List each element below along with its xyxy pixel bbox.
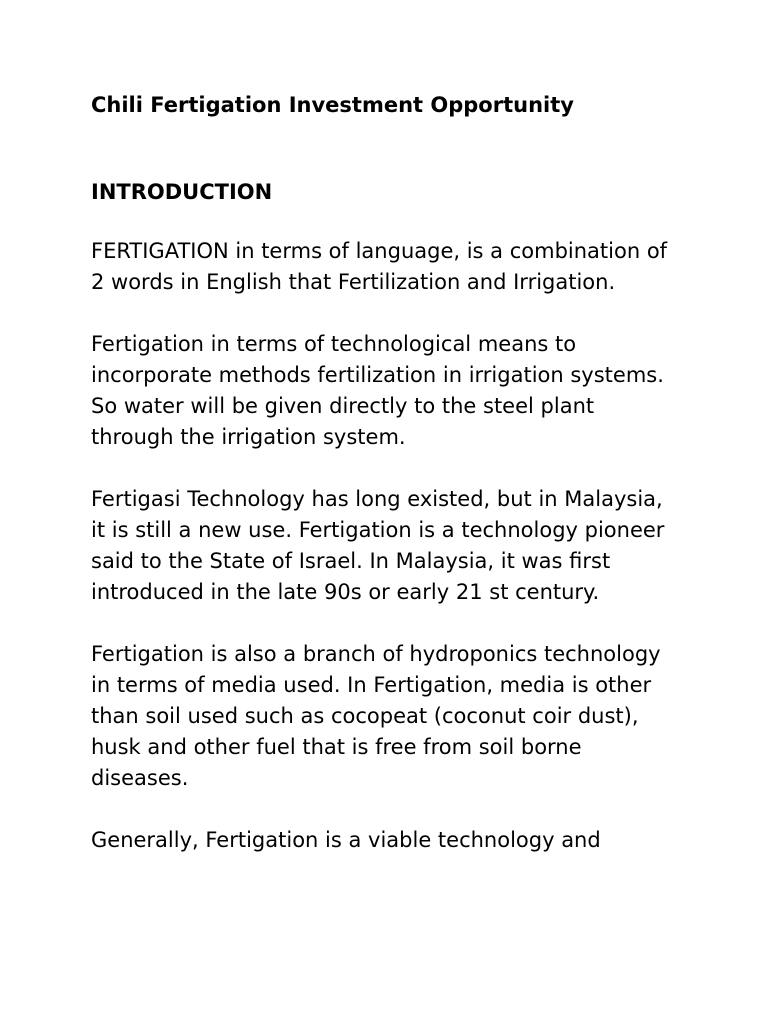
document-title: Chili Fertigation Investment Opportunity <box>91 93 574 117</box>
section-heading-introduction: INTRODUCTION <box>91 180 273 204</box>
paragraph-2: Fertigation in terms of technological means to incorporate methods fertilization in irrigation systems. So water will be given directly to the steel plant through the irrigation system. <box>91 332 664 449</box>
paragraph-1: FERTIGATION in terms of language, is a combination of 2 words in English that Fertilization and Irrigation. <box>91 239 668 294</box>
paragraph-4: Fertigation is also a branch of hydroponics technology in terms of media used. In Fertigation, media is other than soil used such as cocopeat (coconut coir dust), husk and other fuel that is free from soil borne diseases. <box>91 642 661 790</box>
paragraph-5: Generally, Fertigation is a viable technology and <box>91 828 601 852</box>
paragraph-3: Fertigasi Technology has long existed, but in Malaysia, it is still a new use. Fertigation is a technology pioneer said to the State of Israel. In Malaysia, it was first introduced in the late 90s or early 21 st century. <box>91 487 665 604</box>
